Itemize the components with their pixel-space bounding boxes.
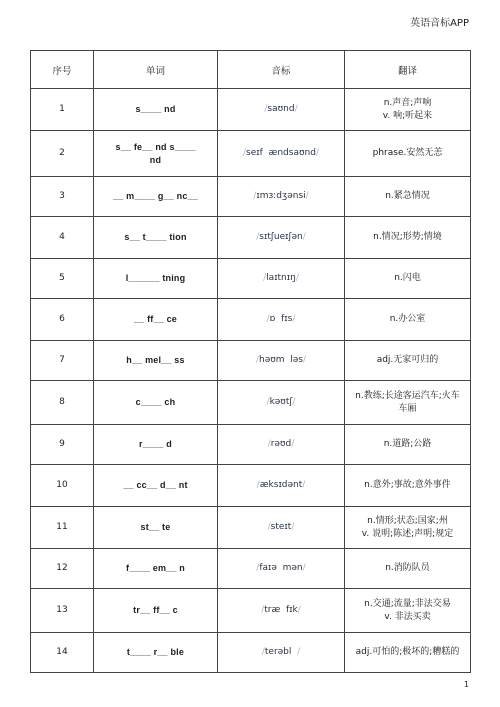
phonetic-slash-close: / [292, 397, 296, 408]
phonetic-cell [218, 89, 345, 131]
table-row [31, 549, 471, 589]
phonetic-slash-close: / [291, 522, 295, 533]
phonetic-cell [218, 507, 345, 549]
phonetic-text: laɪtnɪŋ [266, 273, 296, 284]
table-row [31, 131, 471, 177]
phonetic-text: seɪf ændsaʊnd [246, 148, 316, 159]
table-row [31, 381, 471, 425]
phonetic-text: kəʊtʃ [269, 397, 293, 408]
phonetic-slash-close: / [303, 355, 307, 366]
word-blank: s__ fe__ nd s____ nd [94, 131, 218, 177]
phonetic-slash-open: / [267, 522, 271, 533]
table-row [31, 89, 471, 131]
word-blank: h__ mel__ ss [94, 341, 218, 381]
phonetic-cell [218, 299, 345, 341]
translation: n.意外;事故;意外事件 [345, 465, 471, 507]
phonetic-slash-close: / [302, 480, 306, 491]
phonetic-cell [218, 589, 345, 633]
phonetic-text: həʊm ləs [258, 355, 303, 366]
page-number: 1 [463, 680, 469, 689]
phonetic-text: sɪtʃueɪʃən [259, 232, 303, 243]
row-index: 8 [31, 381, 94, 425]
phonetic-cell [218, 259, 345, 299]
phonetic-cell [218, 341, 345, 381]
table-row [31, 259, 471, 299]
phonetic-cell [218, 465, 345, 507]
phonetic-text: træ fɪk [264, 605, 298, 616]
phonetic-slash-open: / [266, 314, 270, 325]
translation: n.闪电 [345, 259, 471, 299]
translation: adj.无家可归的 [345, 341, 471, 381]
phonetic-text: æksɪdənt [259, 480, 303, 491]
row-index: 9 [31, 425, 94, 465]
translation: n.教练;长途客运汽车;火车 车厢 [345, 381, 471, 425]
row-index: 14 [31, 633, 94, 673]
phonetic-slash-close: / [302, 563, 306, 574]
phonetic-text: rəʊd [270, 439, 292, 450]
row-index: 5 [31, 259, 94, 299]
phonetic-slash-open: / [267, 439, 271, 450]
word-blank: t____ r__ ble [94, 633, 218, 673]
table-row [31, 341, 471, 381]
phonetic-slash-open: / [266, 397, 270, 408]
word-blank: f____ em__ n [94, 549, 218, 589]
phonetic-text: steɪt [270, 522, 292, 533]
word-blank: l______ tning [94, 259, 218, 299]
phonetic-slash-open: / [261, 605, 265, 616]
translation: phrase.安然无恙 [345, 131, 471, 177]
phonetic-slash-close: / [297, 647, 301, 658]
phonetic-slash-open: / [255, 355, 259, 366]
phonetic-slash-close: / [292, 314, 296, 325]
table-row [31, 425, 471, 465]
translation: n.情况;形势;情境 [345, 217, 471, 259]
translation: n.声音;声响 v. 响;听起来 [345, 89, 471, 131]
word-blank: s__ t____ tion [94, 217, 218, 259]
word-blank: tr__ ff__ c [94, 589, 218, 633]
word-blank: st__ te [94, 507, 218, 549]
phonetic-slash-close: / [315, 148, 319, 159]
phonetic-slash-close: / [291, 439, 295, 450]
translation: n.紧急情况 [345, 177, 471, 217]
row-index: 2 [31, 131, 94, 177]
word-blank: c____ ch [94, 381, 218, 425]
column-header-phonetic: 音标 [218, 51, 345, 89]
phonetic-text: terəbl [264, 647, 298, 658]
table-row [31, 507, 471, 549]
phonetic-slash-open: / [264, 104, 268, 115]
table-row [31, 465, 471, 507]
row-index: 11 [31, 507, 94, 549]
table-row [31, 633, 471, 673]
phonetic-slash-close: / [294, 104, 298, 115]
table-row [31, 217, 471, 259]
word-blank: __ m____ g__ nc__ [94, 177, 218, 217]
phonetic-slash-open: / [256, 480, 260, 491]
row-index: 7 [31, 341, 94, 381]
phonetic-cell [218, 131, 345, 177]
phonetic-text: faɪə mən [259, 563, 303, 574]
column-header-word: 单词 [94, 51, 218, 89]
phonetic-slash-open: / [261, 647, 265, 658]
phonetic-slash-open: / [256, 563, 260, 574]
phonetic-cell [218, 425, 345, 465]
translation: n.消防队员 [345, 549, 471, 589]
table-header-row [31, 51, 471, 89]
word-blank: __ cc__ d__ nt [94, 465, 218, 507]
row-index: 6 [31, 299, 94, 341]
phonetic-cell [218, 177, 345, 217]
phonetic-cell [218, 381, 345, 425]
phonetic-cell [218, 549, 345, 589]
phonetic-slash-close: / [305, 191, 309, 202]
phonetic-slash-open: / [253, 191, 257, 202]
table-row [31, 177, 471, 217]
row-index: 1 [31, 89, 94, 131]
phonetic-slash-close: / [302, 232, 306, 243]
phonetic-slash-close: / [295, 273, 299, 284]
phonetic-cell [218, 633, 345, 673]
app-title: 英语音标APP [410, 18, 469, 29]
table-row [31, 589, 471, 633]
row-index: 12 [31, 549, 94, 589]
phonetic-text: saʊnd [267, 104, 295, 115]
phonetic-slash-open: / [256, 232, 260, 243]
row-index: 10 [31, 465, 94, 507]
word-blank: s____ nd [94, 89, 218, 131]
phonetic-slash-open: / [243, 148, 247, 159]
phonetic-text: ɒ fɪs [269, 314, 293, 325]
word-blank: r____ d [94, 425, 218, 465]
phonetic-text: ɪmɜːdʒənsi [256, 191, 306, 202]
column-header-translation: 翻译 [345, 51, 471, 89]
word-blank: __ ff__ ce [94, 299, 218, 341]
row-index: 13 [31, 589, 94, 633]
table-row [31, 299, 471, 341]
row-index: 3 [31, 177, 94, 217]
row-index: 4 [31, 217, 94, 259]
column-header-index: 序号 [31, 51, 94, 89]
translation: n.办公室 [345, 299, 471, 341]
phonetic-cell [218, 217, 345, 259]
translation: n.情形;状态;国家;州 v. 说明;陈述;声明;规定 [345, 507, 471, 549]
translation: n.道路;公路 [345, 425, 471, 465]
translation: n.交通;流量;非法交易 v. 非法买卖 [345, 589, 471, 633]
phonetic-slash-open: / [263, 273, 267, 284]
phonetic-slash-close: / [297, 605, 301, 616]
vocabulary-table [30, 50, 471, 673]
translation: adj.可怕的;极坏的;糟糕的 [345, 633, 471, 673]
